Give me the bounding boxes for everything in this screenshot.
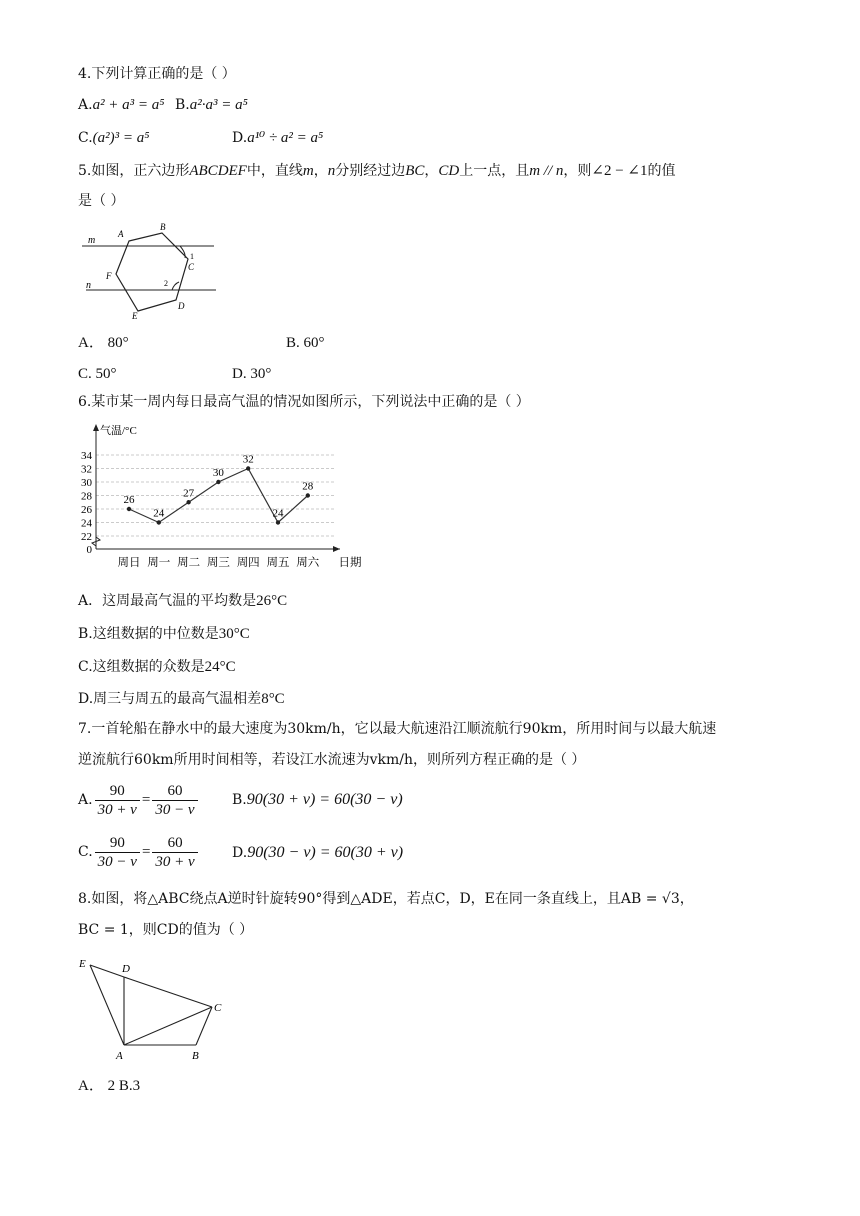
q6-option-a-text: A．这周最高气温的平均数是 bbox=[78, 593, 257, 609]
data-point bbox=[186, 500, 190, 504]
q5-stem-part: 中，直线 bbox=[246, 163, 303, 179]
q7-option-d-label: D. bbox=[232, 845, 248, 861]
x-axis-label: 日期 bbox=[338, 557, 362, 569]
q6-option-c-text: C.这组数据的众数是 bbox=[78, 659, 205, 675]
q7-option-b-expr: 90(30 + v) = 60(30 − v) bbox=[246, 791, 403, 808]
q5-side-cd: CD bbox=[438, 163, 460, 179]
data-label: 24 bbox=[153, 507, 165, 520]
data-point bbox=[216, 480, 220, 484]
x-tick-label: 周三 bbox=[206, 557, 230, 569]
q7-stem-line1: 7.一首轮船在静水中的最大速度为30km/h，它以最大航速沿江顺流航行90km，所用时间与以最大航速 bbox=[78, 721, 717, 737]
y-tick-label: 34 bbox=[81, 450, 92, 462]
x-tick-label: 周六 bbox=[296, 557, 320, 569]
x-tick-label: 周四 bbox=[236, 557, 260, 569]
q6-option-d-text: D.周三与周五的最高气温相差 bbox=[78, 691, 262, 707]
q4-stem: 4.下列计算正确的是（ ） bbox=[78, 66, 236, 82]
y-axis-arrow bbox=[93, 424, 99, 431]
q6-option-b-value: 30°C bbox=[218, 626, 250, 642]
q4-option-d-label: D. bbox=[232, 130, 248, 146]
q6-option-b-text: B.这组数据的中位数是 bbox=[78, 626, 219, 642]
q5-option-c: C. 50° bbox=[78, 366, 117, 382]
y-tick-label: 24 bbox=[81, 517, 92, 530]
q7-option-c-frac1 bbox=[95, 834, 140, 871]
q5-label-F: F bbox=[106, 271, 112, 281]
q6-option-a bbox=[78, 591, 287, 611]
fraction-numerator: 90 bbox=[95, 782, 140, 801]
q7-option-a-label: A. bbox=[78, 792, 93, 808]
q5-angle-2-arc bbox=[172, 282, 179, 290]
q7-option-a bbox=[78, 780, 200, 820]
q6-option-d-value: 8°C bbox=[261, 691, 285, 707]
q8-label-E: E bbox=[79, 958, 86, 970]
q7-option-c bbox=[78, 832, 200, 872]
q8-stem-line2: BC = 1，则CD的值为（ ） bbox=[78, 922, 254, 938]
data-label: 24 bbox=[272, 507, 284, 520]
q8-label-B: B bbox=[192, 1050, 199, 1062]
q5-stem-part: ，则 bbox=[563, 163, 592, 179]
q7-option-c-frac2 bbox=[152, 834, 197, 871]
q5-stem-part: ， bbox=[313, 163, 328, 179]
q5-stem-part: 的值 bbox=[647, 163, 676, 179]
data-label: 28 bbox=[302, 480, 314, 493]
q5-parallel: m // n bbox=[529, 163, 564, 179]
q5-stem-part: 上一点，且 bbox=[459, 163, 530, 179]
fraction-numerator: 60 bbox=[152, 782, 197, 801]
x-axis-arrow bbox=[333, 546, 340, 552]
q5-stem bbox=[78, 161, 676, 181]
data-point bbox=[276, 520, 280, 524]
data-label: 26 bbox=[123, 494, 135, 506]
q5-stem-part: ， bbox=[424, 163, 439, 179]
q5-label-B: B bbox=[160, 222, 166, 232]
q8-stem-line1: 8.如图，将△ABC绕点A逆时针旋转90°得到△ADE，若点C，D，E在同一条直线上，且AB = √3， bbox=[78, 891, 694, 907]
q8-label-D: D bbox=[122, 963, 130, 975]
q8-label-C: C bbox=[214, 1002, 222, 1014]
q5-label-n: n bbox=[86, 280, 91, 291]
q5-stem-line2: 是（ ） bbox=[78, 193, 125, 209]
data-point bbox=[246, 466, 250, 470]
q5-stem-part: 5.如图，正六边形 bbox=[78, 163, 190, 179]
q5-option-d: D. 30° bbox=[232, 366, 272, 382]
q6-stem: 6.某市某一周内每日最高气温的情况如图所示，下列说法中正确的是（ ） bbox=[78, 394, 530, 410]
q5-hexagon-figure bbox=[82, 220, 222, 320]
q7-option-d-expr: 90(30 − v) = 60(30 + v) bbox=[247, 844, 404, 861]
fraction-numerator: 60 bbox=[152, 834, 197, 853]
q4-option-a: a² + a³ = a⁵ bbox=[92, 97, 165, 113]
q8-segment-ed bbox=[90, 965, 124, 977]
q8-segment-ea bbox=[90, 965, 124, 1045]
q7-option-a-frac2 bbox=[152, 782, 197, 819]
q5-line-n: n bbox=[327, 163, 336, 179]
q5-hexagon-shape bbox=[116, 233, 188, 311]
fraction-numerator: 90 bbox=[95, 834, 140, 853]
q8-rotation-figure bbox=[76, 955, 236, 1065]
q7-option-b bbox=[232, 790, 403, 810]
q5-option-a: A． 80° bbox=[78, 335, 129, 351]
data-label: 30 bbox=[212, 467, 224, 479]
q5-label-C: C bbox=[188, 262, 195, 272]
equals-sign: = bbox=[141, 844, 151, 860]
y-tick-label: 28 bbox=[81, 490, 92, 503]
data-point bbox=[157, 520, 161, 524]
fraction-denominator: 30 − v bbox=[155, 801, 195, 818]
data-point bbox=[306, 493, 310, 497]
q4-option-c-label: C. bbox=[78, 130, 93, 146]
q4-option-c-row bbox=[78, 128, 150, 148]
data-point bbox=[127, 507, 131, 511]
q5-angle-expr: ∠2 − ∠1 bbox=[591, 163, 648, 179]
q6-option-a-value: 26°C bbox=[256, 593, 288, 609]
y-tick-label: 22 bbox=[81, 531, 92, 543]
q6-option-d bbox=[78, 689, 285, 709]
q8-segment-dc bbox=[124, 977, 212, 1007]
q7-stem-line2: 逆流航行60km所用时间相等，若设江水流速为vkm/h，则所列方程正确的是（ ） bbox=[78, 752, 586, 768]
q5-side-bc: BC bbox=[405, 163, 425, 179]
q5-line-m: m bbox=[302, 163, 314, 179]
q7-option-c-label: C. bbox=[78, 844, 93, 860]
y-tick-label: 26 bbox=[81, 504, 92, 516]
q4-option-c: (a²)³ = a⁵ bbox=[92, 130, 150, 146]
q5-label-1: 1 bbox=[190, 252, 194, 261]
q5-option-b: B. 60° bbox=[286, 335, 325, 351]
fraction-denominator: 30 + v bbox=[155, 853, 195, 870]
y-tick-label: 32 bbox=[81, 463, 92, 476]
q5-label-D: D bbox=[178, 301, 185, 311]
fraction-denominator: 30 − v bbox=[97, 853, 137, 870]
q4-options-row1 bbox=[78, 95, 248, 115]
equals-sign: = bbox=[141, 792, 151, 808]
x-tick-label: 周一 bbox=[147, 557, 171, 569]
q5-label-2: 2 bbox=[164, 279, 168, 288]
q4-option-d: a¹⁰ ÷ a² = a⁵ bbox=[247, 130, 324, 146]
q4-option-a-label: A. bbox=[78, 97, 93, 113]
q5-hexagon-name: ABCDEF bbox=[189, 163, 247, 179]
q6-option-c bbox=[78, 657, 236, 677]
q4-option-b: a²·a³ = a⁵ bbox=[189, 97, 248, 113]
q6-option-c-value: 24°C bbox=[204, 659, 236, 675]
q5-label-E: E bbox=[132, 311, 138, 320]
x-tick-label: 周二 bbox=[177, 557, 201, 569]
q5-label-m: m bbox=[88, 235, 96, 246]
q4-option-b-label: B. bbox=[174, 97, 190, 113]
q4-option-d-row bbox=[232, 128, 323, 148]
y-axis-label: 气温/°C bbox=[100, 425, 137, 437]
fraction-denominator: 30 + v bbox=[97, 801, 137, 818]
y-tick-label: 0 bbox=[86, 544, 92, 556]
q7-option-d bbox=[232, 843, 403, 863]
q5-stem-part: 分别经过边 bbox=[335, 163, 406, 179]
q8-label-A: A bbox=[116, 1050, 123, 1062]
y-tick-label: 30 bbox=[81, 477, 92, 489]
data-label: 32 bbox=[242, 453, 254, 466]
q8-options: A． 2 B.3 bbox=[78, 1078, 141, 1094]
x-tick-label: 周日 bbox=[117, 557, 141, 569]
q7-option-a-frac1 bbox=[95, 782, 140, 819]
q6-temperature-chart bbox=[72, 418, 372, 573]
data-label: 27 bbox=[183, 487, 195, 500]
q7-option-b-label: B. bbox=[232, 792, 247, 808]
q6-option-b bbox=[78, 624, 250, 644]
x-tick-label: 周五 bbox=[266, 557, 290, 569]
q5-label-A: A bbox=[118, 229, 124, 239]
